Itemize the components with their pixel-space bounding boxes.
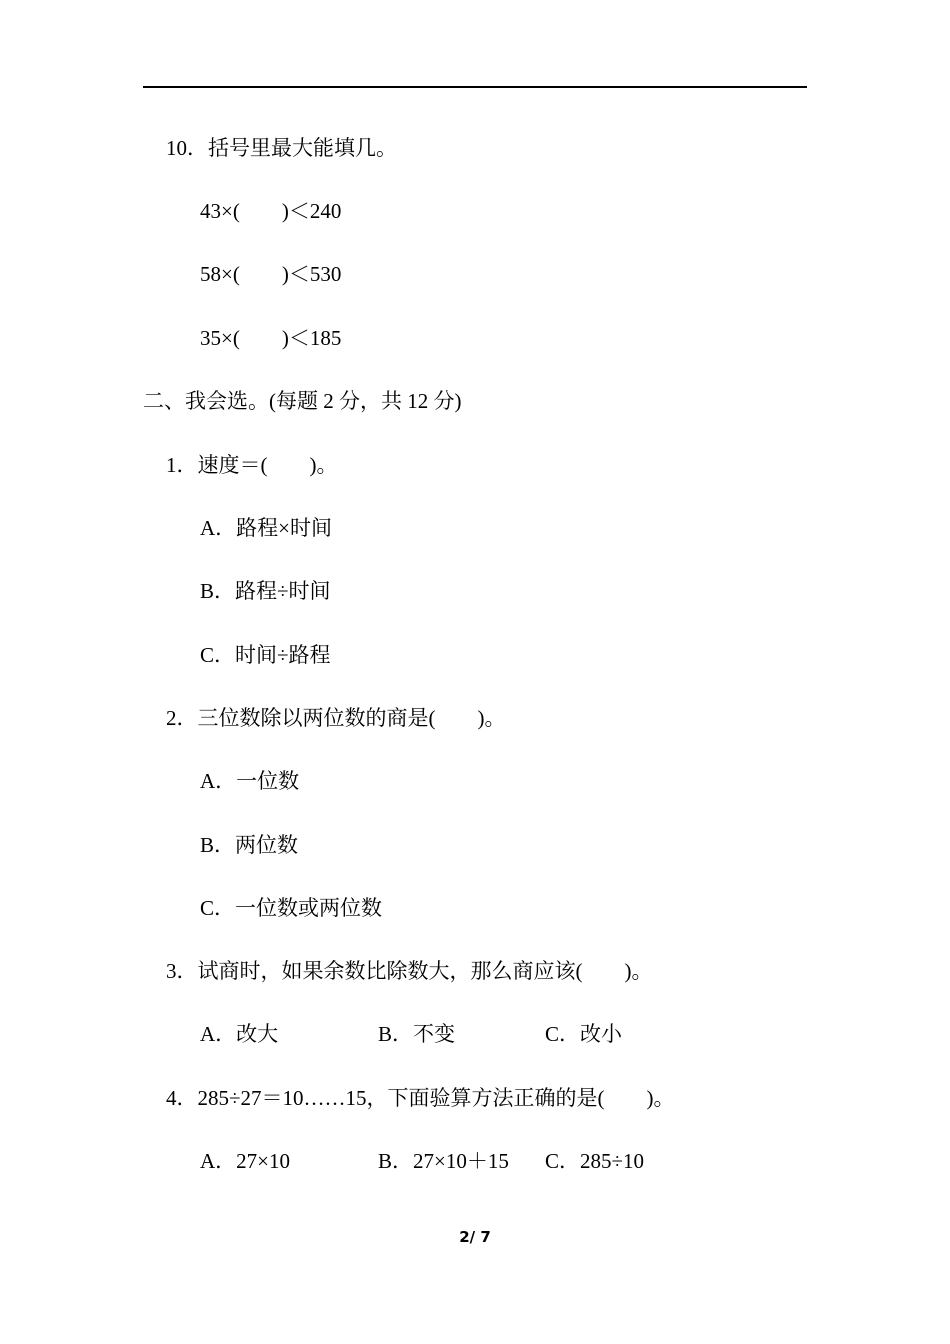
question-10-title: 10．括号里最大能填几。 [166, 136, 397, 160]
question-4-option-a: A．27×10 [200, 1149, 291, 1173]
question-4-option-c: C．285÷10 [545, 1149, 645, 1173]
question-10-item-3: 35×( )＜185 [200, 326, 342, 350]
section-2-heading: 二、我会选。(每题 2 分，共 12 分) [143, 389, 462, 413]
question-1-option-a: A．路程×时间 [200, 516, 333, 540]
question-4-title: 4．285÷27＝10……15，下面验算方法正确的是( )。 [166, 1086, 675, 1110]
question-10-item-1: 43×( )＜240 [200, 199, 342, 223]
question-3-title: 3．试商时，如果余数比除数大，那么商应该( )。 [166, 959, 653, 983]
header-rule [143, 86, 807, 88]
question-3-option-b: B．不变 [378, 1022, 456, 1046]
question-2-option-b: B．两位数 [200, 833, 299, 857]
question-4-option-b: B．27×10＋15 [378, 1149, 509, 1173]
question-2-title: 2．三位数除以两位数的商是( )。 [166, 706, 506, 730]
question-1-title: 1．速度＝( )。 [166, 453, 338, 477]
question-1-option-b: B．路程÷时间 [200, 579, 331, 603]
page-number: 2/ 7 [459, 1228, 491, 1246]
question-3-option-a: A．改大 [200, 1022, 279, 1046]
question-2-option-c: C．一位数或两位数 [200, 896, 383, 920]
question-10-item-2: 58×( )＜530 [200, 262, 342, 286]
question-2-option-a: A．一位数 [200, 769, 300, 793]
question-3-option-c: C．改小 [545, 1022, 623, 1046]
question-1-option-c: C．时间÷路程 [200, 643, 331, 667]
